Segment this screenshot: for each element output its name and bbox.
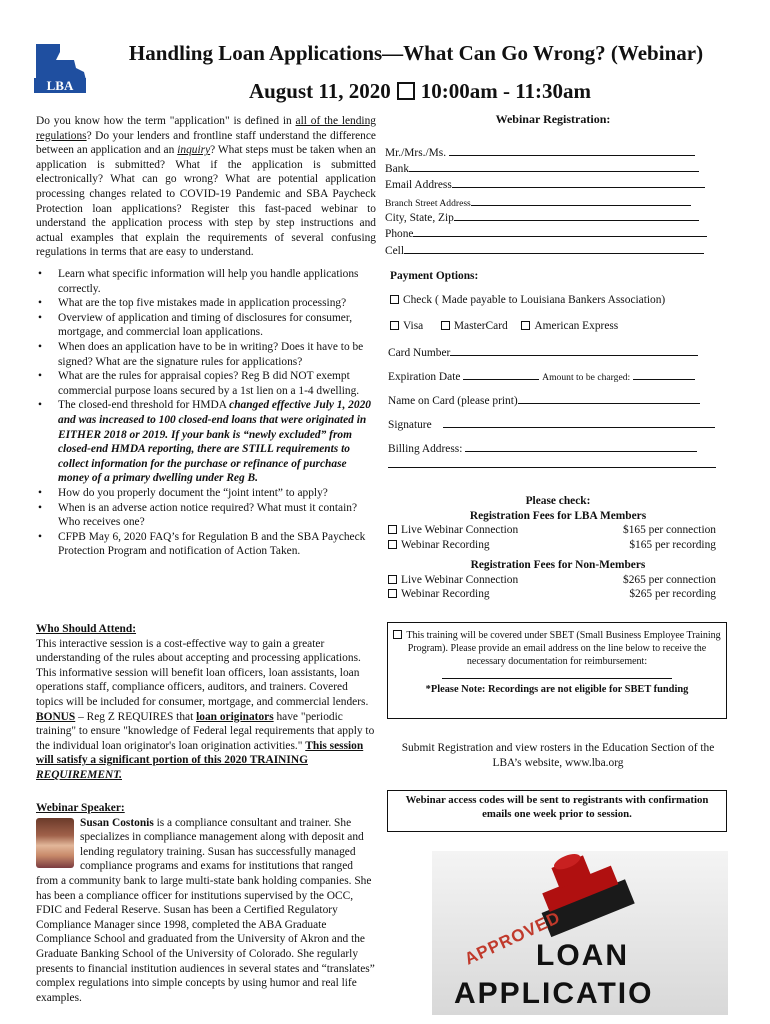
sbet-box <box>387 622 727 719</box>
please-check: Please check: <box>525 495 591 507</box>
list-item: • When does an application have to be in writing? Does it have to be signed? What are the signature rules for applications? <box>36 340 376 369</box>
payment-title: Payment Options: <box>390 270 479 282</box>
list-item: • What are the rules for appraisal copies? Reg B did NOT exempt commercial purpose loans secured by a 1st lien on a 1-4 dwelling. <box>36 369 376 398</box>
topics-list <box>36 267 376 559</box>
checkbox-icon[interactable] <box>390 295 399 304</box>
bank-field[interactable]: Bank <box>385 161 715 175</box>
branch-address-field[interactable]: Branch Street Address <box>385 195 715 209</box>
event-time: 10:00am - 11:30am <box>420 79 592 103</box>
logo-text: LBA <box>46 78 74 93</box>
speaker-section <box>36 801 376 1005</box>
checkbox-icon[interactable] <box>388 525 397 534</box>
stamp-text: APPROVED <box>461 907 564 969</box>
card-line-2: APPLICATIO <box>454 977 654 1010</box>
box-icon <box>397 82 415 100</box>
card-number-field[interactable]: Card Number <box>388 345 718 359</box>
who-text: This interactive session is a cost-effective way to gain a greater understanding of the rules about accepting and processing applications. This informative session will benefit loan officers, loan assistants, loan operations staff, compliance officers, auditors, and trainers. Covered topics will be included for consumer, mortgage, and commercial lenders. BONUS – Reg Z REQUIRES that loan originators have "periodic training" to ensure "knowledge of Federal legal requirements that apply to the individual loan originator's loan origination activities." This session will satisfy a significant portion of this 2020 TRAINING REQUIREMENT. <box>36 637 375 781</box>
registration-title: Webinar Registration: <box>495 112 611 126</box>
lba-logo <box>30 42 88 94</box>
mastercard-option[interactable]: MasterCard <box>441 320 508 332</box>
list-item: • CFPB May 6, 2020 FAQ’s for Regulation B and the SBA Paycheck Protection Program and notification of Action Taken. <box>36 530 376 559</box>
expiration-field[interactable]: Expiration Date Amount to be charged: <box>388 369 718 383</box>
speaker-photo <box>36 818 74 868</box>
access-codes-note: Webinar access codes will be sent to registrants with confirmation emails one week prior to session. <box>387 790 727 832</box>
cell-field[interactable]: Cell <box>385 243 715 257</box>
list-item: • Overview of application and timing of disclosures for consumer, mortgage, and commercial loan applications. <box>36 311 376 340</box>
members-fees-title: Registration Fees for LBA Members <box>469 509 647 522</box>
fee-row[interactable]: Webinar Recording $165 per recording <box>388 538 728 553</box>
checkbox-icon[interactable] <box>441 321 450 330</box>
submit-note: Submit Registration and view rosters in the Education Section of the LBA’s website, www.lba.org <box>401 742 715 769</box>
nonmembers-fees-title: Registration Fees for Non-Members <box>470 559 646 571</box>
who-heading: Who Should Attend: <box>36 623 137 635</box>
fee-row[interactable]: Live Webinar Connection $265 per connection <box>388 573 728 588</box>
phone-field[interactable]: Phone <box>385 226 715 240</box>
checkbox-icon[interactable] <box>390 321 399 330</box>
louisiana-shape-icon <box>36 44 86 80</box>
amex-option[interactable]: American Express <box>521 320 618 332</box>
list-item: • When is an adverse action notice required? What must it contain? Who receives one? <box>36 501 376 530</box>
list-item: • How do you properly document the “joint intent” to apply? <box>36 486 376 501</box>
sbet-text[interactable]: This training will be covered under SBET (Small Business Employee Training Program). Please provide an email address on the line below to receive the necessary documentation for reimbursement: <box>392 629 722 668</box>
intro-paragraph: Do you know how the term "application" is defined in all of the lending regulations? Do your lenders and frontline staff understand the difference between an application and an inquiry? What steps must be taken when an application is submitted? What if the application is submitted electronically? What can go wrong? What are potential application processing changes related to COVID-19 Pandemic and SBA Paycheck Protection loan applications? Register this fast-paced webinar to understand the application process with step by step instructions and actual examples that explain the requirements of several confusing regulations in terms that are easy to understand. <box>36 115 376 259</box>
visa-option[interactable]: Visa <box>390 320 423 332</box>
fee-row[interactable]: Webinar Recording $265 per recording <box>388 587 728 602</box>
speaker-heading: Webinar Speaker: <box>36 802 125 814</box>
speaker-bio: Susan Costonis is a compliance consultant and trainer. She specializes in compliance management along with deposit and lending regulatory training. Susan has successfully managed compliance programs and exams for institutions that ranged from a community bank to large multi-state bank holding companies. She has been a compliance officer for institutions supervised by the OCC, FDIC and Federal Reserve. Susan has been a Certified Regulatory Compliance Manager since 1998, completed the ABA Graduate Compliance School and graduated from the University of Akron and the Graduate Banking School of the University of Colorado. She regularly presents to financial institution audiences in several states and “translates” complex regulations into simple concepts by using humor and real life examples. <box>36 816 375 1004</box>
check-option[interactable]: Check ( Made payable to Louisiana Bankers Association) <box>390 294 720 306</box>
event-datetime <box>200 78 640 104</box>
fee-row[interactable]: Live Webinar Connection $165 per connection <box>388 523 728 538</box>
checkbox-icon[interactable] <box>388 589 397 598</box>
checkbox-icon[interactable] <box>521 321 530 330</box>
sbet-note: *Please Note: Recordings are not eligible for SBET funding <box>425 684 689 695</box>
list-item: • What are the top five mistakes made in application processing? <box>36 296 376 311</box>
signature-field[interactable]: Signature <box>388 417 718 431</box>
name-field[interactable]: Mr./Mrs./Ms. <box>385 145 715 159</box>
name-on-card-field[interactable]: Name on Card (please print) <box>388 393 718 407</box>
city-state-zip-field[interactable]: City, State, Zip <box>385 210 715 224</box>
checkbox-icon[interactable] <box>388 575 397 584</box>
card-line-1: LOAN <box>536 939 629 972</box>
event-date: August 11, 2020 <box>248 79 391 103</box>
billing-address-line2[interactable] <box>388 457 718 471</box>
fees-section <box>388 494 728 602</box>
checkbox-icon[interactable] <box>388 540 397 549</box>
sbet-email-line[interactable] <box>442 678 672 679</box>
who-should-attend <box>36 622 376 783</box>
loan-application-stamp-image <box>432 851 728 1015</box>
email-field[interactable]: Email Address <box>385 177 715 191</box>
billing-address-field[interactable]: Billing Address: <box>388 441 718 455</box>
card-options <box>390 320 720 332</box>
speaker-name: Susan Costonis <box>80 816 154 829</box>
list-item-hmda: • The closed-end threshold for HMDA changed effective July 1, 2020 and was increased to 100 closed-end loans that were originated in EITHER 2018 or 2019. If your bank is “newly excluded” from closed-end HMDA reporting, there are STILL requirements to collect information for the purchase or refinance of purchase money of a primary dwelling under Reg B. <box>36 398 376 486</box>
page-title: Handling Loan Applications—What Can Go Wrong? (Webinar) <box>128 41 704 65</box>
list-item: • Learn what specific information will help you handle applications correctly. <box>36 267 376 296</box>
checkbox-icon[interactable] <box>393 630 402 639</box>
